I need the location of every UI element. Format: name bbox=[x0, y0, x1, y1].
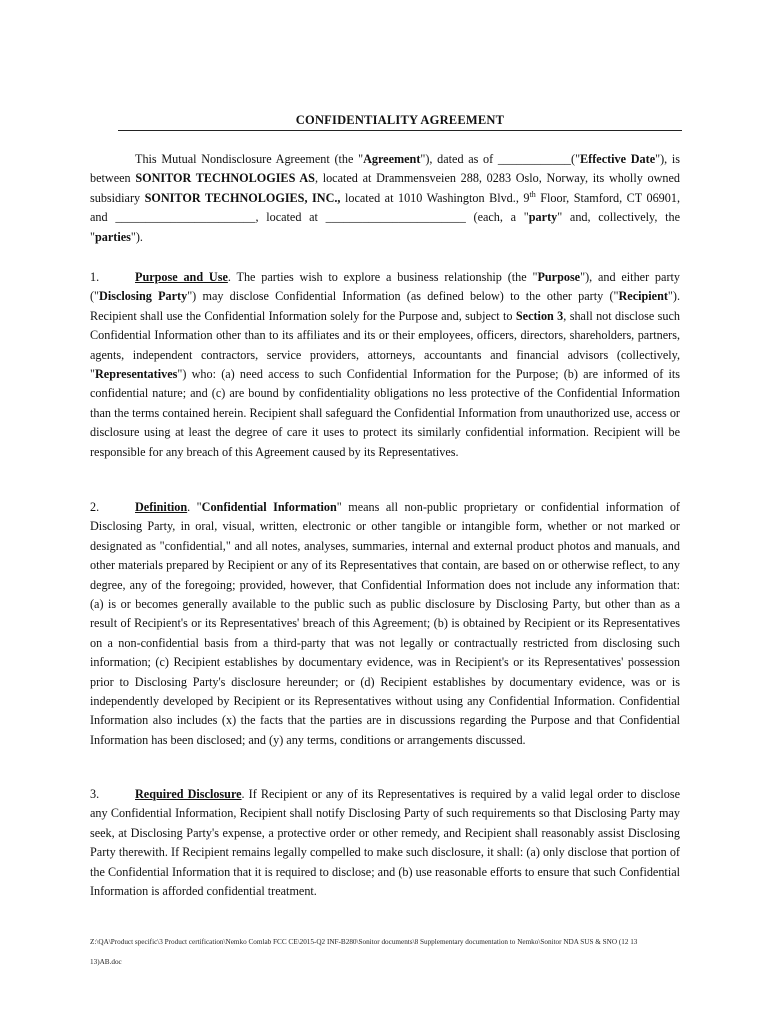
section-3-paragraph: 3. Required Disclosure. If Recipient or any of its Representatives is required by a valid legal order to disclose any Confidential Information, Recipient shall notify Disclosing Party of such requirements so that Disclosing Party may seek, at Disclosing Party's expense, a protective order or other remedy, and Recipient shall reasonably assist Disclosing Party therewith. If Recipient remains legally compelled to make such disclosure, it shall: (a) only disclose that portion of the Confidential Information that it is required to disclose; and (b) use reasonable efforts to ensure that such Confidential Information is afforded confidential treatment. bbox=[90, 787, 680, 899]
party-name-sonitor-as: SONITOR TECHNOLOGIES AS bbox=[135, 171, 315, 186]
section-number: 3. bbox=[90, 787, 100, 801]
section-number: 2. bbox=[90, 500, 100, 514]
party-name-sonitor-inc: SONITOR TECHNOLOGIES, INC., bbox=[144, 190, 341, 205]
section-reference: Section 3 bbox=[515, 308, 564, 323]
document-title: CONFIDENTIALITY AGREEMENT bbox=[295, 113, 505, 127]
defined-term-recipient: Recipient bbox=[618, 289, 668, 304]
section-heading: Definition bbox=[135, 500, 188, 514]
section-2-paragraph: 2. Definition. "Confidential Information" means all non-public proprietary or confidential information of Disclosing Party, in oral, visual, written, electronic or other tangible or intangible form, whether or not marked or designated as "confidential," and all notes, analyses, summaries, internal and external product photos and manuals, and other materials prepared by Recipient or any of its Representatives that contain, are based on or otherwise reflect, to any degree, any of the foregoing; provided, however, that Confidential Information does not include any information that: (a) is or becomes generally available to the public such as public disclosure by Disclosing Party, but other than as a result of Recipient's or its Representatives' breach of this Agreement; (b) is obtained by Recipient or its Representatives on a non-confidential basis from a third-party that was not legally or contractually restricted from disclosing such information; (c) Recipient establishes by documentary evidence, was in Recipient's or its Representatives' possession prior to Disclosing Party's disclosure hereunder; or (d) Recipient establishes by documentary evidence, was or is independently developed by Recipient or its Representatives without using any Confidential Information. Confidential Information also includes (x) the facts that the parties are in discussions regarding the Purpose and that Confidential Information has been disclosed; and (y) any terms, conditions or arrangements discussed. bbox=[90, 500, 680, 747]
section-heading: Required Disclosure bbox=[135, 787, 242, 801]
intro-paragraph: This Mutual Nondisclosure Agreement (the "Agreement"), dated as of ____________("Effective Date"), is between SONITOR TECHNOLOGIES AS, located at Drammensveien 288, 0283 Oslo, Norway, its wholly owned subsidiary SONITOR TECHNOLOGIES, INC., located at 1010 Washington Blvd., 9th Floor, Stamford, CT 06901, and _______________________, located at _______________________ (each, a "party" and, collectively, the "parties"). bbox=[90, 152, 680, 244]
defined-term-party: party bbox=[528, 210, 558, 225]
title-underline bbox=[118, 130, 682, 131]
defined-term-agreement: Agreement bbox=[363, 152, 421, 166]
defined-term-parties: parties bbox=[94, 229, 131, 244]
defined-term-confidential-information: Confidential Information bbox=[201, 500, 337, 514]
defined-term-effective-date: Effective Date bbox=[580, 152, 656, 166]
file-path-footer bbox=[90, 932, 680, 972]
ordinal-suffix: th bbox=[529, 189, 536, 199]
section-heading: Purpose and Use bbox=[135, 270, 228, 284]
defined-term-representatives: Representatives bbox=[94, 367, 178, 382]
footer-line: 13)AB.doc bbox=[90, 958, 122, 966]
section-1-paragraph: 1. Purpose and Use. The parties wish to explore a business relationship (the "Purpose"), and either party ("Disclosing Party") may disclose Confidential Information (as defined below) to the other party ("Recipient"). Recipient shall use the Confidential Information solely for the Purpose and, subject to Section 3, shall not disclose such Confidential Information other than to its affiliates and its or their employees, officers, directors, shareholders, partners, agents, independent contractors, service providers, attorneys, accountants and financial advisors (collectively, "Representatives") who: (a) need access to such Confidential Information for the Purpose; (b) are informed of its confidential nature; and (c) are bound by confidentiality obligations no less protective of the Confidential Information than the terms contained herein. Recipient shall safeguard the Confidential Information from unauthorized use, access or disclosure using at least the degree of care it uses to protect its similarly confidential information. Recipient will be responsible for any breach of this Agreement caused by its Representatives. bbox=[90, 270, 680, 459]
section-number: 1. bbox=[90, 270, 100, 284]
defined-term-purpose: Purpose bbox=[537, 270, 581, 284]
defined-term-disclosing-party: Disclosing Party bbox=[99, 289, 188, 304]
footer-line: Z:\QA\Product specific\3 Product certification\Nemko Comlab FCC CE\2015-Q2 INF-B280\Sonitor documents\8 Supplementary documentation to Nemko\Sonitor NDA SUS & SNO (12 13 bbox=[90, 938, 638, 946]
